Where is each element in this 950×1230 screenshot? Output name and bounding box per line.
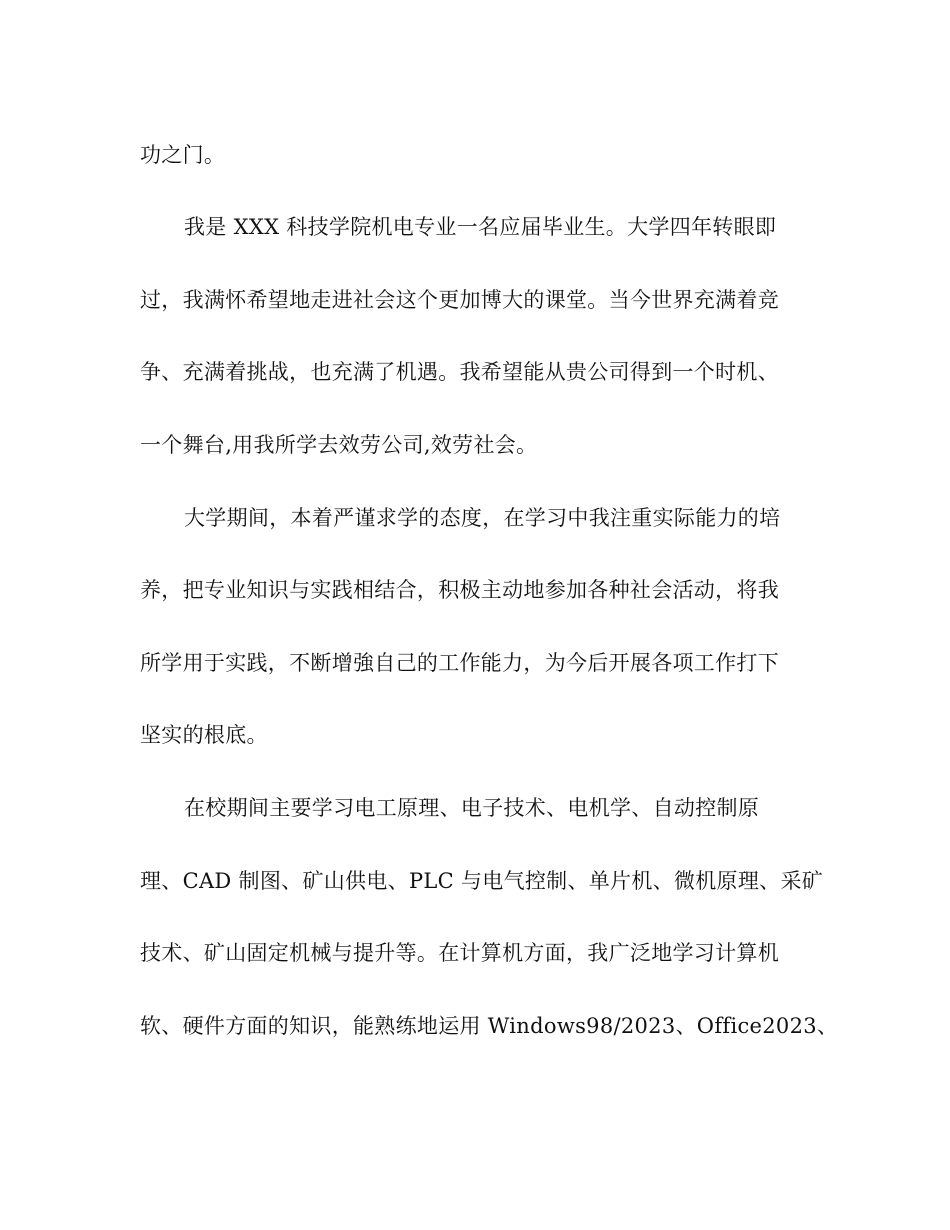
text-line: 大学期间，本着严谨求学的态度，在学习中我注重实际能力的培 <box>184 506 781 530</box>
text-line: 理、CAD 制图、矿山供电、PLC 与电气控制、单片机、微机原理、采矿 <box>140 869 824 893</box>
text-line: 我是 XXX 科技学院机电专业一名应届毕业生。大学四年转眼即 <box>184 215 777 239</box>
text-line: 软、硬件方面的知识，能熟练地运用 Windows98/2023、Office2023、 <box>140 1014 839 1038</box>
text-line: 养，把专业知识与实践相结合，积极主动地参加各种社会活动，将我 <box>140 578 779 602</box>
text-line: 一个舞台,用我所学去效劳公司,效劳社会。 <box>140 433 538 457</box>
text-line: 在校期间主要学习电工原理、电子技术、电机学、自动控制原 <box>184 796 760 820</box>
text-line: 坚实的根底。 <box>140 723 268 747</box>
text-line: 技术、矿山固定机械与提升等。在计算机方面，我广泛地学习计算机 <box>140 941 779 965</box>
text-line: 所学用于实践，不断增強自己的工作能力，为今后开展各项工作打下 <box>140 651 779 675</box>
text-line: 过，我满怀希望地走进社会这个更加博大的课堂。当今世界充满着竞 <box>140 288 779 312</box>
text-line: 功之门。 <box>140 143 226 167</box>
text-line: 争、充满着挑战，也充满了机遇。我希望能从贵公司得到一个时机、 <box>140 360 779 384</box>
